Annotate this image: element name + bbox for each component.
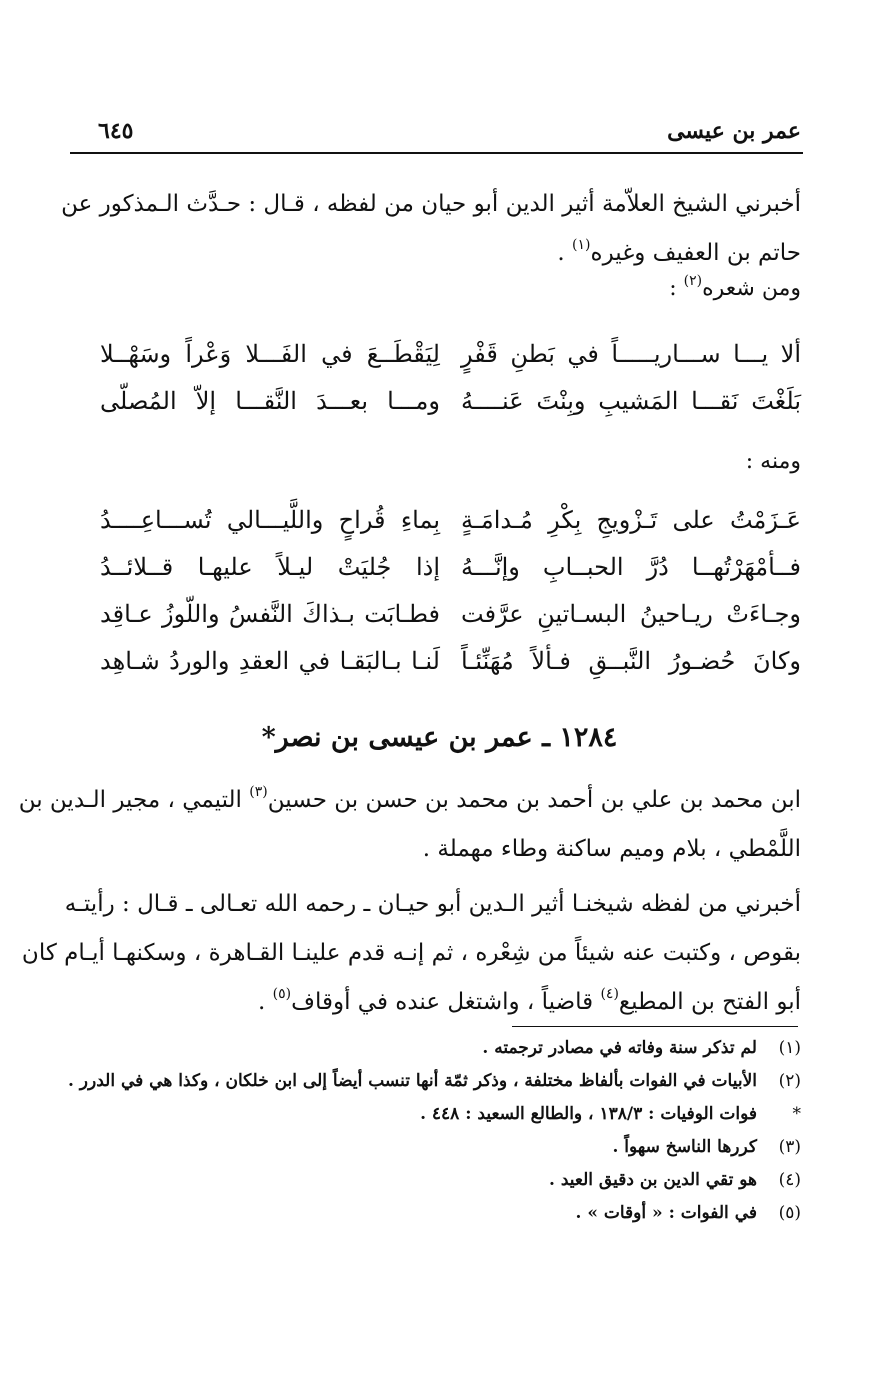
footnote-rule [512, 1026, 798, 1027]
footnote-ref-5[interactable]: (٥) [272, 986, 292, 1003]
footnote-ref-1[interactable]: (١) [572, 237, 591, 254]
footnote-number: (٥) [778, 1203, 801, 1223]
text-run: قاضياً ، واشتغل عنده في أوقاف [291, 989, 601, 1015]
verse-first-hemistich: وكانَ حُضـورُ النَّبــقِ فـألاً مُهَنِّئـاً [461, 647, 801, 675]
verse-first-hemistich: فــأمْهَرْتُهــا دُرَّ الحبــابِ وإنَّـــهُ [461, 553, 801, 581]
poem-2 [100, 497, 801, 685]
footnote [67, 1065, 801, 1098]
verse-first-hemistich: بَلَغْتَ نَقـــا المَشيبِ وبِنْتَ عَنــــهُ [461, 387, 801, 415]
verse-second-hemistich: ومـــا بعـــدَ النَّقـــا إلاّ المُصلّى [100, 387, 440, 415]
paragraph-biography [21, 880, 801, 1027]
paragraph-intro [61, 180, 801, 278]
footnote-number: * [792, 1104, 801, 1124]
label-tail: : [669, 276, 684, 301]
text-run: التيمي ، مجير الـدين بن [18, 787, 250, 813]
entry-heading: ١٢٨٤ ـ عمر بن عيسى بن نصر* [261, 722, 618, 753]
footnote-number: (١) [778, 1038, 801, 1058]
poem-1 [100, 331, 801, 425]
text-run: ابن محمد بن علي بن أحمد بن محمد بن حسن بن حسين [267, 787, 801, 813]
footnote [90, 1131, 801, 1164]
header-rule [70, 152, 803, 154]
paragraph-line [18, 776, 801, 825]
footnote [90, 1098, 801, 1131]
footnote-text: كررها الناسخ سهواً . [612, 1137, 757, 1157]
verse-first-hemistich: ألا يـــا ســـاريـــــاً في بَطنِ قَفْرٍ [461, 340, 801, 368]
footnote [90, 1032, 801, 1065]
verse-second-hemistich: لَنـا بـالبَقـا في العقدِ والوردُ شـاهِد [100, 647, 440, 675]
poem-label-2: ومنه : [745, 449, 801, 474]
poem-label-1 [669, 272, 801, 301]
paragraph-line: بقوص ، وكتبت عنه شيئاً من شِعْره ، ثم إنـه قدم علينـا القـاهرة ، وسكنهـا أيـام كان [21, 940, 801, 966]
verse-line [100, 497, 801, 544]
verse-line [100, 378, 801, 425]
text-run: أبو الفتح بن المطيع [618, 989, 801, 1015]
text-run: . [258, 989, 273, 1015]
verse-second-hemistich: لِيَقْطَــعَ في الفَـــلا وَعْراً وسَهْــلا [100, 340, 440, 368]
footnote-ref-2[interactable]: (٢) [683, 272, 703, 289]
label-text: ومن شعره [702, 276, 801, 301]
footnote-number: (٤) [778, 1170, 801, 1190]
footnote-text: هو تقي الدين بن دقيق العيد . [548, 1170, 757, 1190]
verse-second-hemistich: إذا جُليَتْ ليـلاً عليهـا قــلائــدُ [100, 553, 440, 581]
verse-first-hemistich: عَـزَمْتُ على تَـزْويجِ بِكْرِ مُـدامَـةٍ [461, 506, 801, 534]
page-number: ٦٤٥ [98, 118, 134, 144]
paragraph-line [72, 229, 801, 278]
verse-line [100, 331, 801, 378]
footnote [90, 1164, 801, 1197]
page-header [70, 118, 801, 152]
running-title: عمر بن عيسى [667, 118, 801, 144]
verse-line [100, 591, 801, 638]
paragraph-line: اللَّمْطي ، بلام وميم ساكنة وطاء مهملة . [422, 836, 801, 862]
verse-second-hemistich: فطـابَت بـذاكَ النَّفسُ واللّوزُ عـاقِد [100, 600, 440, 628]
paragraph-lineage [18, 776, 801, 874]
footnotes [67, 1032, 801, 1230]
footnote-number: (٢) [778, 1071, 801, 1091]
footnote-text: لم تذكر سنة وفاته في مصادر ترجمته . [482, 1038, 757, 1058]
footnote-number: (٣) [778, 1137, 801, 1157]
paragraph-line [72, 978, 801, 1027]
footnote-text: الأبيات في الفوات بألفاظ مختلفة ، وذكر ثمّة أنها تنسب أيضاً إلى ابن خلكان ، وكذا هي في الدرر . [67, 1071, 757, 1091]
footnote-ref-3[interactable]: (٣) [249, 784, 268, 801]
footnote-text: فوات الوفيات : ١٣٨/٣ ، والطالع السعيد : ٤٤٨ . [420, 1104, 757, 1124]
verse-line [100, 544, 801, 591]
verse-first-hemistich: وجـاءَتْ ريـاحينُ البسـاتينِ عرَّفت [461, 600, 801, 628]
paragraph-line: أخبرني الشيخ العلاّمة أثير الدين أبو حيان من لفظه ، قـال : حـدَّث الـمذكور عن [61, 191, 801, 217]
paragraph-line: أخبرني من لفظه شيخنـا أثير الـدين أبو حيـان ـ رحمه الله تعـالى ـ قـال : رأيتـه [64, 891, 801, 917]
text-run: . [557, 240, 573, 266]
text-run: حاتم بن العفيف وغيره [590, 240, 801, 266]
footnote-text: في الفوات : « أوقات » . [575, 1203, 757, 1223]
footnote [90, 1197, 801, 1230]
verse-line [100, 638, 801, 685]
footnote-ref-4[interactable]: (٤) [600, 986, 619, 1003]
verse-second-hemistich: بِماءِ قُراحٍ واللَّيـــالي تُســـاعِــــدُ [100, 506, 440, 534]
